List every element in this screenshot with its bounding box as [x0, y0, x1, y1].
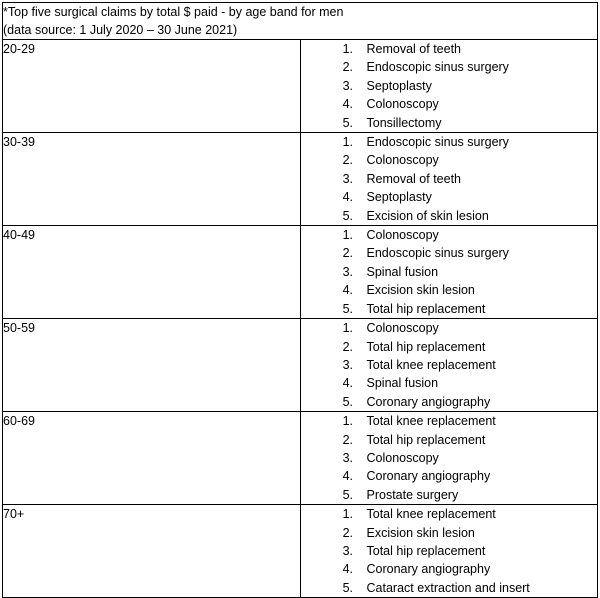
- procedure-list: [301, 505, 598, 597]
- age-band-label: 40-49: [3, 226, 301, 319]
- procedure-list-cell: [300, 133, 598, 226]
- list-item: 3. Total hip replacement: [357, 542, 598, 560]
- procedure-list-cell: [300, 319, 598, 412]
- list-item: 4. Excision skin lesion: [357, 281, 598, 299]
- list-item: 1. Colonoscopy: [357, 226, 598, 244]
- list-item: 3. Septoplasty: [357, 77, 598, 95]
- procedure-list-cell: [300, 40, 598, 133]
- document-page: [0, 2, 600, 598]
- list-item: 2. Total hip replacement: [357, 431, 598, 449]
- list-item: 5. Prostate surgery: [357, 486, 598, 504]
- table-row: [3, 412, 598, 505]
- procedure-list: [301, 133, 598, 225]
- table-row: [3, 40, 598, 133]
- list-item: 1. Total knee replacement: [357, 412, 598, 430]
- list-item: 2. Excision skin lesion: [357, 524, 598, 542]
- list-item: 1. Total knee replacement: [357, 505, 598, 523]
- table-title-cell: [3, 3, 598, 40]
- surgical-claims-table: [2, 2, 598, 598]
- list-item: 4. Coronary angiography: [357, 467, 598, 485]
- data-source-note: (data source: 1 July 2020 – 30 June 2021): [3, 23, 238, 37]
- list-item: 2. Endoscopic sinus surgery: [357, 244, 598, 262]
- procedure-list-cell: [300, 226, 598, 319]
- age-band-label: 50-59: [3, 319, 301, 412]
- list-item: 1. Removal of teeth: [357, 40, 598, 58]
- page-title: *Top five surgical claims by total $ paid - by age band for men: [3, 5, 344, 19]
- list-item: 2. Colonoscopy: [357, 151, 598, 169]
- list-item: 3. Colonoscopy: [357, 449, 598, 467]
- list-item: 4. Septoplasty: [357, 188, 598, 206]
- procedure-list: [301, 319, 598, 411]
- table-row: [3, 133, 598, 226]
- list-item: 3. Spinal fusion: [357, 263, 598, 281]
- table-body: [3, 3, 598, 598]
- table-title-row: [3, 3, 598, 40]
- list-item: 5. Total hip replacement: [357, 300, 598, 318]
- age-band-label: 60-69: [3, 412, 301, 505]
- table-row: [3, 505, 598, 598]
- procedure-list: [301, 226, 598, 318]
- list-item: 1. Endoscopic sinus surgery: [357, 133, 598, 151]
- age-band-label: 70+: [3, 505, 301, 598]
- procedure-list: [301, 412, 598, 504]
- list-item: 4. Spinal fusion: [357, 374, 598, 392]
- table-row: [3, 319, 598, 412]
- list-item: 2. Endoscopic sinus surgery: [357, 58, 598, 76]
- age-band-label: 30-39: [3, 133, 301, 226]
- table-row: [3, 226, 598, 319]
- procedure-list: [301, 40, 598, 132]
- list-item: 1. Colonoscopy: [357, 319, 598, 337]
- list-item: 2. Total hip replacement: [357, 338, 598, 356]
- list-item: 3. Total knee replacement: [357, 356, 598, 374]
- list-item: 5. Excision of skin lesion: [357, 207, 598, 225]
- list-item: 5. Tonsillectomy: [357, 114, 598, 132]
- age-band-label: 20-29: [3, 40, 301, 133]
- list-item: 3. Removal of teeth: [357, 170, 598, 188]
- list-item: 5. Cataract extraction and insert: [357, 579, 598, 597]
- list-item: 4. Coronary angiography: [357, 560, 598, 578]
- procedure-list-cell: [300, 412, 598, 505]
- list-item: 4. Colonoscopy: [357, 95, 598, 113]
- procedure-list-cell: [300, 505, 598, 598]
- list-item: 5. Coronary angiography: [357, 393, 598, 411]
